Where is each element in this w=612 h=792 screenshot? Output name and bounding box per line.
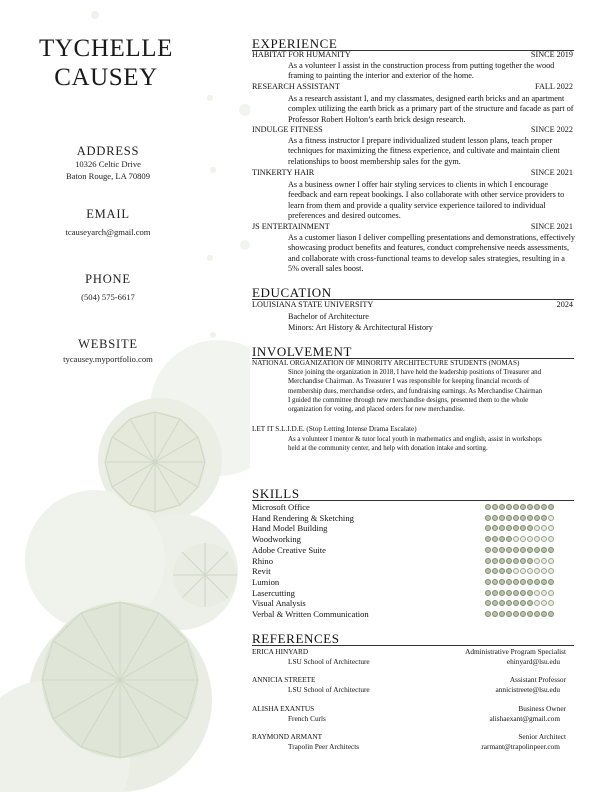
skill-rating [485,547,554,555]
skill-rating-dot [513,558,519,564]
skill-rating-dot [534,611,540,617]
skill-rating-dot [492,515,498,521]
reference-email[interactable]: ehinyard@lsu.edu [506,657,560,666]
skill-rating-dot [499,547,505,553]
experience-org: HABITAT FOR HUMANITY [252,50,351,59]
reference-org: Trapolin Peer Architects [288,742,360,751]
skill-rating-dot [520,568,526,574]
decorative-background [0,0,250,792]
skill-name: Hand Rendering & Sketching [252,512,354,523]
skill-rating-dot [541,504,547,510]
skill-rating-dot [485,504,491,510]
experience-heading: EXPERIENCE [252,36,338,51]
skill-rating-dot [513,568,519,574]
skill-rating-dot [541,558,547,564]
skill-name: Visual Analysis [252,598,306,609]
skill-rating-dot [513,611,519,617]
email-heading: EMAIL [86,207,130,221]
skill-rating-dot [499,525,505,531]
skill-name: Lasercutting [252,587,295,598]
experience-org: INDULGE FITNESS [252,125,323,134]
skill-rating-dot [485,547,491,553]
skill-rating-dot [520,558,526,564]
skill-rating-dot [492,504,498,510]
skill-rating [485,611,554,619]
skill-rating-dot [534,568,540,574]
reference-email[interactable]: annicistreete@lsu.edu [495,685,560,694]
experience-org: RESEARCH ASSISTANT [252,82,340,91]
skill-rating-dot [527,579,533,585]
skill-rating [485,515,554,523]
skill-rating-dot [541,590,547,596]
skill-rating-dot [548,600,554,606]
reference-name: ERICA HINYARD [252,647,309,656]
skill-rating-dot [520,590,526,596]
skill-rating-dot [541,547,547,553]
skill-rating [485,536,554,544]
reference-title: Administrative Program Specialist [465,647,566,656]
skill-rating-dot [485,525,491,531]
reference-title: Assistant Professor [509,675,566,684]
skill-rating-dot [499,590,505,596]
skill-rating-dot [534,558,540,564]
education-minors: Minors: Art History & Architectural History [288,323,433,332]
skill-rating-dot [485,558,491,564]
skill-rating-dot [541,515,547,521]
experience-desc: As a customer liason I deliver compelling presentations and demonstrations, effectively showcasing product benefits and features, conduct comprehensive needs assessments, and collaborate with cross-functional teams to develop sales strategies, resulting in a 5% overall sales boost. [288,233,576,274]
reference-org: French Curls [288,714,326,723]
skill-rating-dot [541,568,547,574]
skill-rating-dot [506,558,512,564]
skill-rating-dot [527,600,533,606]
skill-rating-dot [534,525,540,531]
skill-rating-dot [541,579,547,585]
skills-rule [252,500,574,501]
skill-rating-dot [520,536,526,542]
experience-date: SINCE 2019 [530,50,573,59]
skill-name: Hand Model Building [252,523,328,534]
skill-rating-dot [485,579,491,585]
skill-rating-dot [492,568,498,574]
skill-rating-dot [513,590,519,596]
skill-rating-dot [527,536,533,542]
involvement-org: LET IT S.L.I.D.E. (Stop Letting Intense Drama Escalate) [252,425,417,433]
skill-rating-dot [492,536,498,542]
skill-rating-dot [485,515,491,521]
reference-name: ALISHA EXANTUS [252,704,315,713]
skill-rating-dot [548,525,554,531]
reference-name: ANNICIA STREETE [252,675,316,684]
involvement-heading: INVOLVEMENT [252,344,352,359]
skill-rating-dot [520,600,526,606]
skill-rating-dot [506,547,512,553]
involvement-desc: As a volunteer I mentor & tutor local youth in mathematics and english, assist in workshops held at the community center, and help with donation intake and sorting. [288,436,542,453]
skill-rating-dot [513,504,519,510]
skill-rating [485,600,554,608]
phone-heading: PHONE [85,272,131,286]
skill-rating-dot [492,600,498,606]
skill-rating-dot [548,590,554,596]
address-line-1: 10326 Celtic Drive [75,159,141,169]
skill-rating-dot [520,611,526,617]
skill-rating-dot [499,504,505,510]
involvement-org: NATIONAL ORGANIZATION OF MINORITY ARCHITECTURE STUDENTS (NOMAS) [252,359,520,367]
skill-rating-dot [548,536,554,542]
experience-date: SINCE 2021 [530,222,573,231]
reference-title: Senior Architect [518,732,566,741]
skill-rating-dot [548,579,554,585]
website-link[interactable]: tycausey.myportfolio.com [63,354,153,364]
skill-rating-dot [492,525,498,531]
involvement-desc: Since joining the organization in 2018, I have held the leadership positions of Treasurer and Merchandise Chairman. As Treasurer I was responsible for keeping financial records of membership dues, merchandise orders, and fundraising earnings. As Merchandise Chairman I guided the committee through new merchandise designs, presented them to the whole organization for voting, and placed orders for new merchandise. [288,369,543,414]
skill-rating-dot [520,504,526,510]
skill-rating-dot [520,547,526,553]
skill-rating-dot [485,590,491,596]
skill-rating-dot [506,525,512,531]
reference-email[interactable]: alishaexant@gmail.com [489,714,560,723]
skill-rating-dot [499,600,505,606]
reference-email[interactable]: rarmant@trapolinpeer.com [481,742,560,751]
skill-rating-dot [527,525,533,531]
address-line-2: Baton Rouge, LA 70809 [65,171,151,181]
skill-rating-dot [548,515,554,521]
phone-number: (504) 575-6617 [81,292,135,302]
skill-rating-dot [513,547,519,553]
skill-rating-dot [548,568,554,574]
reference-org: LSU School of Architecture [288,657,370,666]
skill-rating [485,579,554,587]
skill-name: Woodworking [252,534,301,545]
skill-rating-dot [541,600,547,606]
skill-name: Revit [252,566,271,577]
skill-rating-dot [548,611,554,617]
skill-rating-dot [499,568,505,574]
skill-rating [485,568,554,576]
skill-rating-dot [506,536,512,542]
skill-rating-dot [534,504,540,510]
skill-rating [485,504,554,512]
email-link[interactable]: tcauseyarch@gmail.com [65,227,151,237]
skill-rating-dot [527,504,533,510]
skill-rating-dot [485,536,491,542]
skill-rating-dot [527,547,533,553]
skill-rating-dot [520,515,526,521]
skill-rating-dot [499,611,505,617]
experience-desc: As a research assistant I, and my classmates, designed earth bricks and an apartment complex utilizing the earth brick as a primary part of the structure and facade as part of Professor Robert Holton’s earth brick design research. [288,94,574,124]
skill-rating-dot [506,568,512,574]
skill-rating-dot [499,579,505,585]
skill-rating-dot [527,515,533,521]
website-heading: WEBSITE [78,337,138,351]
experience-date: SINCE 2021 [530,168,573,177]
education-school: LOUISIANA STATE UNIVERSITY [252,300,374,309]
skill-rating-dot [492,611,498,617]
skill-rating-dot [534,536,540,542]
skill-rating-dot [541,611,547,617]
skill-rating-dot [506,611,512,617]
skill-rating-dot [534,515,540,521]
skill-rating-dot [499,558,505,564]
skill-rating-dot [513,536,519,542]
education-degree: Bachelor of Architecture [288,312,369,321]
skill-name: Microsoft Office [252,502,310,512]
references-rule [252,645,574,646]
skill-rating-dot [548,558,554,564]
experience-org: JS ENTERTAINMENT [252,222,330,231]
skill-name: Rhino [252,555,274,566]
skill-rating-dot [520,579,526,585]
skill-rating-dot [534,547,540,553]
skill-rating-dot [513,525,519,531]
skill-rating-dot [492,558,498,564]
experience-desc: As a volunteer I assist in the construction process from putting together the wood framing to painting the interior and exterior of the home. [288,61,555,81]
skill-rating-dot [520,525,526,531]
skill-rating [485,590,554,598]
experience-org: TINKERTY HAIR [252,168,315,177]
name-last: CAUSEY [54,64,158,91]
skill-rating-dot [506,515,512,521]
skill-rating-dot [527,558,533,564]
experience-desc: As a fitness instructor I prepare individualized student lesson plans, teach proper techniques for maximizing the fitness experience, and cultivate and maintain client relationships to boost membership sales for the gym. [288,136,560,166]
skill-rating-dot [485,568,491,574]
skill-rating-dot [548,547,554,553]
references-heading: REFERENCES [252,631,340,646]
skill-rating-dot [541,536,547,542]
skill-rating-dot [485,611,491,617]
address-heading: ADDRESS [76,144,140,158]
skill-rating-dot [506,579,512,585]
skill-name: Lumion [252,576,280,587]
skills-heading: SKILLS [252,486,300,501]
education-heading: EDUCATION [252,285,332,300]
skill-rating-dot [527,611,533,617]
skill-rating-dot [485,600,491,606]
skill-rating-dot [534,590,540,596]
skill-rating-dot [506,600,512,606]
reference-name: RAYMOND ARMANT [252,732,323,741]
skill-rating-dot [492,590,498,596]
reference-title: Business Owner [518,704,566,713]
skill-rating-dot [534,579,540,585]
skill-rating-dot [548,504,554,510]
skill-name: Adobe Creative Suite [252,544,326,555]
experience-date: FALL 2022 [535,82,573,91]
experience-desc: As a business owner I offer hair styling services to clients in which I encourage feedback and earn repeat bookings. I also collaborate with other service providers to learn from them and provide a quality service experience tailored to individual preferences and desired outcomes. [288,180,565,221]
skill-rating-dot [499,515,505,521]
skill-rating-dot [541,525,547,531]
skill-rating-dot [534,600,540,606]
reference-org: LSU School of Architecture [288,685,370,694]
experience-date: SINCE 2022 [530,125,573,134]
skill-rating-dot [527,568,533,574]
name-first: TYCHELLE [39,35,173,62]
skill-name: Verbal & Written Communication [252,609,369,619]
skill-rating-dot [499,536,505,542]
skill-rating-dot [513,515,519,521]
skill-rating-dot [506,504,512,510]
skill-rating [485,525,554,533]
skill-rating-dot [492,547,498,553]
skill-rating-dot [527,590,533,596]
skill-rating-dot [513,579,519,585]
skill-rating-dot [513,600,519,606]
skill-rating-dot [492,579,498,585]
skill-rating-dot [506,590,512,596]
skill-rating [485,558,554,566]
education-year: 2024 [556,300,573,309]
